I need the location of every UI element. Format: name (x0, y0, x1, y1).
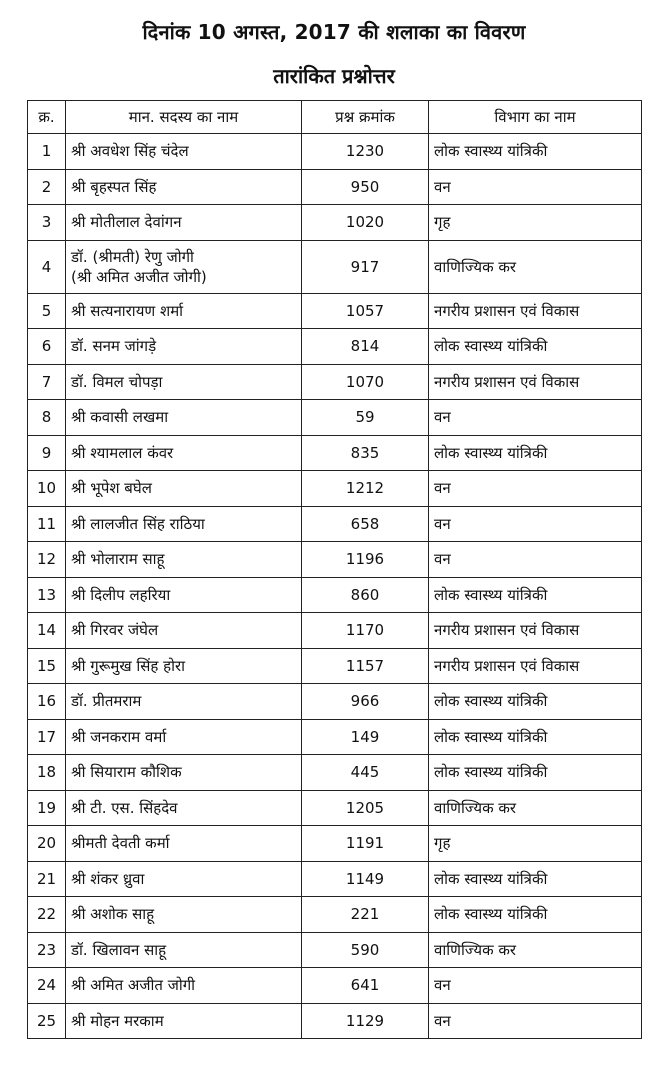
column-header-member-name: मान. सदस्य का नाम (66, 101, 302, 134)
question-number-cell: 1170 (302, 613, 429, 649)
question-number-cell: 221 (302, 897, 429, 933)
table-row (28, 506, 642, 542)
question-number-cell: 814 (302, 329, 429, 365)
member-name-cell: श्री भोलाराम साहू (66, 542, 302, 578)
question-number-cell: 835 (302, 435, 429, 471)
serial-cell: 10 (28, 471, 66, 507)
department-cell: वन (429, 400, 642, 436)
serial-cell: 17 (28, 719, 66, 755)
question-number-cell: 1149 (302, 861, 429, 897)
department-cell: लोक स्वास्थ्य यांत्रिकी (429, 329, 642, 365)
serial-cell: 12 (28, 542, 66, 578)
table-row (28, 648, 642, 684)
table-header (28, 101, 642, 134)
serial-cell: 24 (28, 968, 66, 1004)
member-name-cell: श्री अशोक साहू (66, 897, 302, 933)
header-row (28, 101, 642, 134)
department-cell: वाणिज्यिक कर (429, 932, 642, 968)
serial-cell: 5 (28, 293, 66, 329)
member-name-cell: श्री अमित अजीत जोगी (66, 968, 302, 1004)
table-row (28, 790, 642, 826)
table-row (28, 1003, 642, 1039)
department-cell: वन (429, 1003, 642, 1039)
department-cell: वन (429, 968, 642, 1004)
department-cell: नगरीय प्रशासन एवं विकास (429, 293, 642, 329)
question-number-cell: 1191 (302, 826, 429, 862)
question-number-cell: 966 (302, 684, 429, 720)
serial-cell: 3 (28, 205, 66, 241)
member-name-cell: श्री श्यामलाल कंवर (66, 435, 302, 471)
member-name-cell: श्रीमती देवती कर्मा (66, 826, 302, 862)
serial-cell: 18 (28, 755, 66, 791)
serial-cell: 21 (28, 861, 66, 897)
member-name-cell: श्री गिरवर जंघेल (66, 613, 302, 649)
department-cell: वन (429, 169, 642, 205)
member-name-cell: डॉ. सनम जांगड़े (66, 329, 302, 365)
table-row (28, 968, 642, 1004)
column-header-question-number: प्रश्न क्रमांक (302, 101, 429, 134)
table-row (28, 861, 642, 897)
table-row (28, 293, 642, 329)
question-number-cell: 1057 (302, 293, 429, 329)
question-number-cell: 658 (302, 506, 429, 542)
department-cell: वन (429, 471, 642, 507)
department-cell: लोक स्वास्थ्य यांत्रिकी (429, 719, 642, 755)
table-row (28, 364, 642, 400)
serial-cell: 19 (28, 790, 66, 826)
column-header-department: विभाग का नाम (429, 101, 642, 134)
member-name-cell: श्री गुरूमुख सिंह होरा (66, 648, 302, 684)
member-name-line-1: डॉ. (श्रीमती) रेणु जोगी (71, 247, 194, 266)
ballot-table (27, 100, 642, 1039)
serial-cell: 11 (28, 506, 66, 542)
member-name-cell: डॉ. प्रीतमराम (66, 684, 302, 720)
table-row (28, 755, 642, 791)
member-name-line-2: (श्री अमित अजीत जोगी) (71, 267, 207, 286)
question-number-cell: 1070 (302, 364, 429, 400)
member-name-cell: श्री अवधेश सिंह चंदेल (66, 134, 302, 170)
serial-cell: 2 (28, 169, 66, 205)
table-row (28, 613, 642, 649)
table-row (28, 169, 642, 205)
table-row (28, 932, 642, 968)
serial-cell: 23 (28, 932, 66, 968)
member-name-cell: श्री सत्यनारायण शर्मा (66, 293, 302, 329)
department-cell: वाणिज्यिक कर (429, 790, 642, 826)
page-title: दिनांक 10 अगस्त, 2017 की शलाका का विवरण (142, 20, 526, 44)
member-name-cell: श्री सियाराम कौशिक (66, 755, 302, 791)
department-cell: लोक स्वास्थ्य यांत्रिकी (429, 684, 642, 720)
table-row (28, 542, 642, 578)
table-row (28, 577, 642, 613)
question-number-cell: 641 (302, 968, 429, 1004)
serial-cell: 14 (28, 613, 66, 649)
serial-cell: 8 (28, 400, 66, 436)
member-name-cell: श्री लालजीत सिंह राठिया (66, 506, 302, 542)
question-number-cell: 590 (302, 932, 429, 968)
serial-cell: 7 (28, 364, 66, 400)
question-number-cell: 445 (302, 755, 429, 791)
department-cell: लोक स्वास्थ्य यांत्रिकी (429, 435, 642, 471)
question-number-cell: 917 (302, 240, 429, 293)
member-name-cell: श्री भूपेश बघेल (66, 471, 302, 507)
table-row (28, 329, 642, 365)
question-number-cell: 860 (302, 577, 429, 613)
table-row (28, 684, 642, 720)
department-cell: नगरीय प्रशासन एवं विकास (429, 648, 642, 684)
question-number-cell: 1020 (302, 205, 429, 241)
question-number-cell: 149 (302, 719, 429, 755)
table-row (28, 719, 642, 755)
table-row (28, 471, 642, 507)
table-row (28, 205, 642, 241)
page-subtitle: तारांकित प्रश्नोत्तर (273, 64, 395, 88)
department-cell: नगरीय प्रशासन एवं विकास (429, 613, 642, 649)
member-name-cell: श्री जनकराम वर्मा (66, 719, 302, 755)
serial-cell: 6 (28, 329, 66, 365)
member-name-cell: श्री मोतीलाल देवांगन (66, 205, 302, 241)
serial-cell: 25 (28, 1003, 66, 1039)
question-number-cell: 1196 (302, 542, 429, 578)
member-name-cell: श्री कवासी लखमा (66, 400, 302, 436)
table-body (28, 134, 642, 1039)
table-row (28, 826, 642, 862)
member-name-cell: श्री दिलीप लहरिया (66, 577, 302, 613)
member-name-cell: श्री बृहस्पत सिंह (66, 169, 302, 205)
serial-cell: 22 (28, 897, 66, 933)
department-cell: लोक स्वास्थ्य यांत्रिकी (429, 755, 642, 791)
department-cell: लोक स्वास्थ्य यांत्रिकी (429, 577, 642, 613)
member-name-cell (66, 240, 302, 293)
department-cell: लोक स्वास्थ्य यांत्रिकी (429, 861, 642, 897)
department-cell: नगरीय प्रशासन एवं विकास (429, 364, 642, 400)
question-number-cell: 1212 (302, 471, 429, 507)
department-cell: वाणिज्यिक कर (429, 240, 642, 293)
table-row (28, 240, 642, 293)
serial-cell: 9 (28, 435, 66, 471)
member-name-cell: श्री टी. एस. सिंहदेव (66, 790, 302, 826)
department-cell: गृह (429, 205, 642, 241)
department-cell: वन (429, 542, 642, 578)
department-cell: लोक स्वास्थ्य यांत्रिकी (429, 134, 642, 170)
serial-cell: 4 (28, 240, 66, 293)
question-number-cell: 1205 (302, 790, 429, 826)
column-header-serial: क्र. (28, 101, 66, 134)
question-number-cell: 950 (302, 169, 429, 205)
member-name-cell: डॉ. खिलावन साहू (66, 932, 302, 968)
table-row (28, 400, 642, 436)
member-name-cell: डॉ. विमल चोपड़ा (66, 364, 302, 400)
serial-cell: 13 (28, 577, 66, 613)
question-number-cell: 59 (302, 400, 429, 436)
serial-cell: 20 (28, 826, 66, 862)
department-cell: लोक स्वास्थ्य यांत्रिकी (429, 897, 642, 933)
question-number-cell: 1157 (302, 648, 429, 684)
department-cell: गृह (429, 826, 642, 862)
serial-cell: 16 (28, 684, 66, 720)
member-name-cell: श्री मोहन मरकाम (66, 1003, 302, 1039)
serial-cell: 1 (28, 134, 66, 170)
member-name-cell: श्री शंकर ध्रुवा (66, 861, 302, 897)
department-cell: वन (429, 506, 642, 542)
serial-cell: 15 (28, 648, 66, 684)
question-number-cell: 1129 (302, 1003, 429, 1039)
table-row (28, 897, 642, 933)
table-row (28, 435, 642, 471)
question-number-cell: 1230 (302, 134, 429, 170)
table-row (28, 134, 642, 170)
